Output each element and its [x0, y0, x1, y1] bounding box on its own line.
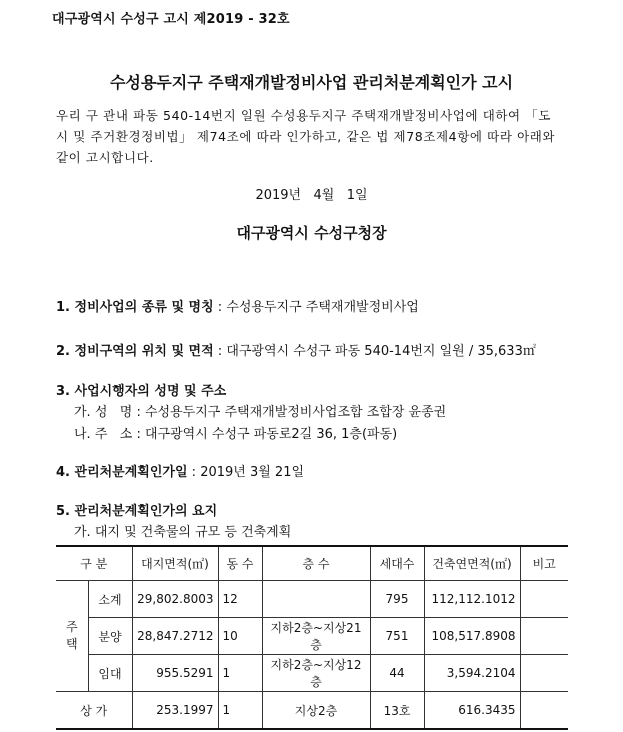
row-floors: [262, 581, 370, 618]
header-land-area: 대지면적(㎡): [132, 546, 218, 581]
shop-floor-area: 616.3435: [424, 692, 520, 730]
table-row: [56, 692, 568, 730]
section-4-label: 4. 관리처분계획인가일: [56, 465, 188, 480]
operator-address: 나. 주 소 : 대구광역시 수성구 파동로2길 36, 1층(파동): [74, 427, 398, 442]
section-1-value: : 수성용두지구 주택재개발정비사업: [213, 300, 419, 315]
row-buildings: 1: [218, 655, 262, 692]
section-5-label: 5. 관리처분계획인가의 요지: [56, 504, 218, 519]
table-row: [56, 581, 568, 618]
section-5: [56, 500, 217, 519]
table-row: [56, 618, 568, 655]
section-1: [56, 296, 419, 315]
row-households: 44: [370, 655, 424, 692]
shop-type: 상 가: [56, 692, 132, 730]
shop-land-area: 253.1997: [132, 692, 218, 730]
row-buildings: 10: [218, 618, 262, 655]
row-remarks: [520, 655, 568, 692]
shop-households: 13호: [370, 692, 424, 730]
section-4-value: : 2019년 3월 21일: [187, 465, 305, 480]
row-type: 분양: [88, 618, 132, 655]
housing-label: [56, 581, 88, 692]
header-floor-area: 건축연면적(㎡): [424, 546, 520, 581]
header-floors: 층 수: [262, 546, 370, 581]
row-land-area: 28,847.2712: [132, 618, 218, 655]
row-floors: 지하2층~지상12층: [262, 655, 370, 692]
building-plan-table: [56, 545, 568, 730]
row-remarks: [520, 618, 568, 655]
shop-remarks: [520, 692, 568, 730]
row-type: 임대: [88, 655, 132, 692]
row-floors: 지하2층~지상21층: [262, 618, 370, 655]
row-floor-area: 108,517.8908: [424, 618, 520, 655]
notice-number: 대구광역시 수성구 고시 제2019 - 32호: [52, 12, 290, 27]
section-2: [56, 340, 536, 359]
row-type: 소계: [88, 581, 132, 618]
notice-date: 2019년 4월 1일: [255, 188, 368, 203]
section-4: [56, 461, 304, 480]
shop-buildings: 1: [218, 692, 262, 730]
row-remarks: [520, 581, 568, 618]
row-land-area: 955.5291: [132, 655, 218, 692]
row-buildings: 12: [218, 581, 262, 618]
row-land-area: 29,802.8003: [132, 581, 218, 618]
section-2-value: : 대구광역시 수성구 파동 540-14번지 일원 / 35,633㎡: [213, 344, 536, 359]
housing-label-char-1: 주: [65, 620, 78, 634]
operator-name: 가. 성 명 : 수성용두지구 주택재개발정비사업조합 조합장 윤종권: [74, 405, 447, 420]
header-buildings: 동 수: [218, 546, 262, 581]
section-3-label: 3. 사업시행자의 성명 및 주소: [56, 384, 227, 399]
page-title: 수성용두지구 주택재개발정비사업 관리처분계획인가 고시: [109, 73, 514, 92]
body-line-2: 시 및 주거환경정비법」 제74조에 따라 인가하고, 같은 법 제78조제4항에 따라 아래와: [56, 129, 556, 144]
section-2-label: 2. 정비구역의 위치 및 면적: [56, 344, 214, 359]
header-households: 세대수: [370, 546, 424, 581]
row-households: 751: [370, 618, 424, 655]
row-households: 795: [370, 581, 424, 618]
body-line-3: 같이 고시합니다.: [56, 150, 154, 165]
row-floor-area: 3,594.2104: [424, 655, 520, 692]
housing-label-char-2: 택: [65, 637, 78, 651]
section-1-label: 1. 정비사업의 종류 및 명칭: [56, 300, 214, 315]
table-header-row: [56, 546, 568, 581]
issuer: 대구광역시 수성구청장: [236, 224, 387, 242]
body-line-1: 우리 구 관내 파동 540-14번지 일원 수성용두지구 주택재개발정비사업에 대하여 「도: [56, 108, 552, 123]
header-remarks: 비고: [520, 546, 568, 581]
shop-floors: 지상2층: [262, 692, 370, 730]
row-floor-area: 112,112.1012: [424, 581, 520, 618]
table-row: [56, 655, 568, 692]
header-category: 구 분: [56, 546, 132, 581]
section-5-sub: 가. 대지 및 건축물의 규모 등 건축계획: [74, 525, 292, 540]
section-3: [56, 380, 226, 399]
